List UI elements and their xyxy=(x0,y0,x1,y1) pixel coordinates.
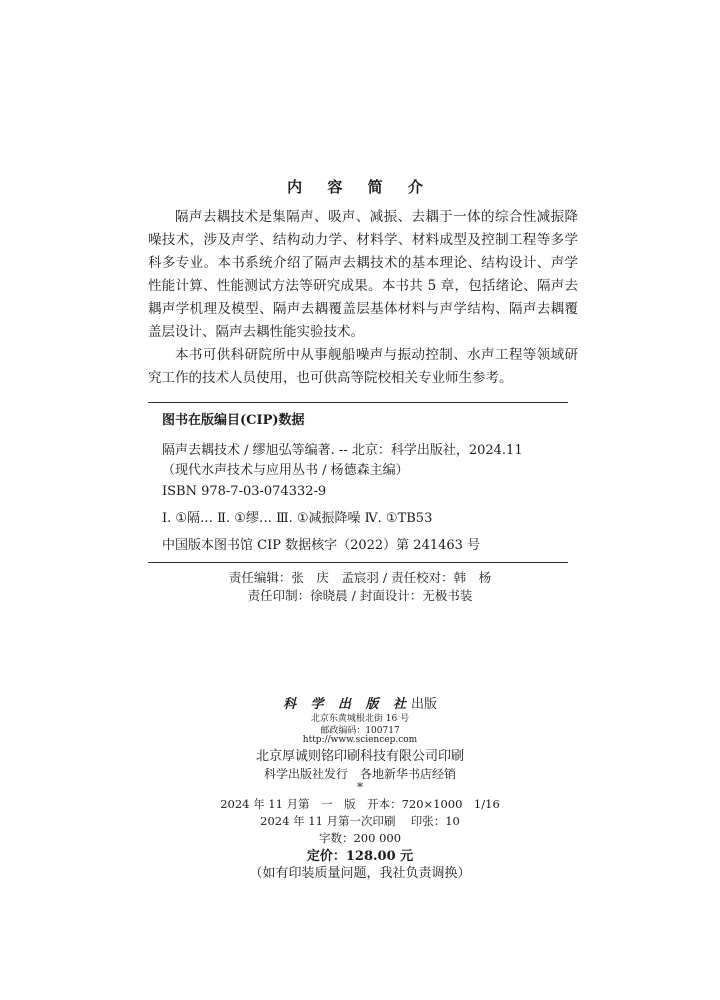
summary-paragraph: 隔声去耦技术是集隔声、吸声、减振、去耦于一体的综合性减振降噪技术，涉及声学、结构动力学、材料学、材料成型及控制工程等多学科多专业。本书系统介绍了隔声去耦技术的基本理论、结构设计、声学性能计算、性能测试方法等研究成果。本书共 5 章，包括绪论、隔声去耦声学机理及模型、隔声去耦覆盖层基体材料与声学结构、隔声去耦覆盖层设计、隔声去耦性能实验技术。 xyxy=(148,209,578,340)
separator-star: * xyxy=(357,780,363,794)
publisher-name-suffix: 出版 xyxy=(411,697,438,712)
cip-classification: Ⅰ. ①隔… Ⅱ. ①缪… Ⅲ. ①减振降噪 Ⅳ. ①TB53 xyxy=(162,511,433,526)
summary-heading: 内 容 简 介 xyxy=(287,178,433,196)
cip-heading: 图书在版编目(CIP)数据 xyxy=(162,413,305,428)
edition-info: 2024 年 11 月第 一 版 开本：720×1000 1/16 xyxy=(220,797,500,811)
summary-body xyxy=(148,206,578,390)
cip-bottom-rule xyxy=(148,562,568,563)
cip-verification: 中国版本图书馆 CIP 数据核字（2022）第 241463 号 xyxy=(162,538,481,553)
distribution: 科学出版社发行 各地新华书店经销 xyxy=(263,767,456,781)
publisher-website: http://www.sciencep.com xyxy=(302,735,418,745)
responsibility-line: 责任编辑：张 庆 孟宸羽 / 责任校对：韩 杨 xyxy=(228,570,492,585)
cip-line: （现代水声技术与应用丛书 / 杨德森主编） xyxy=(162,463,409,478)
summary-paragraph: 本书可供科研院所中从事舰船噪声与振动控制、水声工程等领域研究工作的技术人员使用，也可供高等院校相关专业师生参考。 xyxy=(148,347,578,386)
printing-info: 2024 年 11 月第一次印刷 印张：10 xyxy=(260,814,460,828)
cip-isbn: ISBN 978-7-03-074332-9 xyxy=(162,484,327,499)
responsibility-line: 责任印制：徐晓晨 / 封面设计：无极书装 xyxy=(247,588,473,603)
price: 定价：128.00 元 xyxy=(306,849,414,864)
cip-top-rule xyxy=(148,402,568,403)
word-count: 字数：200 000 xyxy=(318,831,402,845)
publisher-address: 北京东黄城根北街 16 号 xyxy=(310,714,410,724)
printer: 北京厚诚则铭印刷科技有限公司印刷 xyxy=(255,749,464,764)
cip-line: 隔声去耦技术 / 缪旭弘等编著. -- 北京：科学出版社，2024.11 xyxy=(162,443,523,458)
publisher-postcode: 邮政编码：100717 xyxy=(320,726,400,736)
publisher-name: 科 学 出 版 社 xyxy=(282,697,412,712)
publisher-name-line xyxy=(0,693,720,712)
quality-note: （如有印装质量问题，我社负责调换） xyxy=(249,866,471,881)
